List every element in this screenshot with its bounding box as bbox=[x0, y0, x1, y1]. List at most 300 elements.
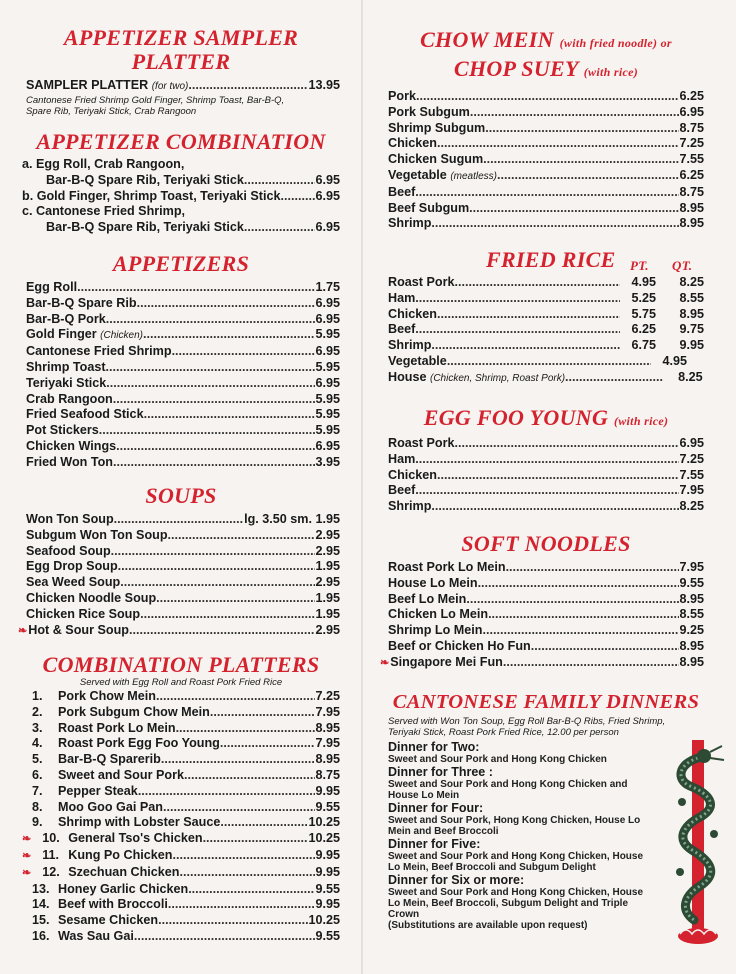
leader-dots bbox=[106, 376, 315, 392]
menu-item-name-wrap bbox=[388, 483, 415, 499]
leader-dots bbox=[503, 655, 680, 671]
chop-suey-title: CHOP SUEY bbox=[453, 56, 578, 81]
soft-noodle-row bbox=[388, 607, 704, 623]
combination-platter-row bbox=[22, 913, 340, 929]
leader-dots bbox=[482, 623, 679, 639]
combination-platter-row bbox=[22, 752, 340, 768]
menu-item-name-wrap bbox=[22, 189, 280, 205]
menu-item-price: 5.95 bbox=[315, 359, 340, 374]
leader-dots bbox=[506, 560, 680, 576]
menu-item-name-wrap bbox=[26, 512, 114, 528]
menu-item-name: Pot Stickers bbox=[26, 423, 99, 438]
appetizers-title: APPETIZERS bbox=[112, 251, 250, 276]
menu-item-name: Ham bbox=[388, 451, 416, 466]
menu-item-price: 10.25 bbox=[308, 913, 340, 928]
leader-dots bbox=[431, 338, 620, 354]
menu-item-name: Beef or Chicken Ho Fun bbox=[388, 638, 531, 653]
appetizer-row bbox=[26, 327, 340, 344]
soft-noodles-section bbox=[380, 531, 704, 672]
combo-line1: c. Cantonese Fried Shrimp, bbox=[22, 204, 186, 219]
egg-foo-young-row bbox=[388, 483, 704, 499]
menu-item-name: Roast Pork Egg Foo Young bbox=[58, 736, 220, 751]
menu-item-price: 5.95 bbox=[315, 327, 340, 342]
family-dinner-title: Dinner for Six or more: bbox=[388, 873, 525, 887]
leader-dots bbox=[415, 185, 679, 201]
leader-dots bbox=[180, 865, 316, 881]
menu-item-name-wrap bbox=[26, 280, 77, 296]
menu-item-name: Bar-B-Q Spare Rib, Teriyaki Stick bbox=[46, 220, 244, 235]
leader-dots bbox=[158, 913, 308, 929]
menu-item-name-wrap bbox=[388, 291, 415, 307]
combination-platter-row bbox=[22, 721, 340, 737]
family-dinner-item bbox=[388, 740, 656, 765]
menu-item-price: 8.75 bbox=[315, 767, 340, 782]
leader-dots bbox=[118, 559, 316, 575]
menu-item-name-wrap bbox=[388, 89, 416, 105]
menu-item-name-wrap bbox=[26, 607, 140, 623]
menu-item-name-wrap bbox=[388, 307, 437, 323]
menu-item-name: Chicken Sugum bbox=[388, 152, 484, 167]
combination-platter-row bbox=[22, 784, 340, 800]
leader-dots bbox=[137, 296, 316, 312]
family-dinner-item bbox=[388, 801, 656, 837]
menu-item-name-wrap bbox=[26, 575, 120, 591]
menu-item-name: Shrimp bbox=[388, 216, 432, 231]
soup-row bbox=[26, 575, 340, 591]
family-dinner-desc: Sweet and Sour Pork and Hong Kong Chicken bbox=[388, 754, 607, 765]
leader-dots bbox=[77, 280, 315, 296]
menu-item-name-wrap bbox=[388, 639, 531, 655]
menu-item-name: Bar-B-Q Spare Rib, Teriyaki Stick bbox=[46, 172, 244, 187]
menu-item-price: 1.75 bbox=[315, 280, 340, 294]
menu-item-name: Shrimp bbox=[388, 499, 432, 514]
menu-item-price: 8.95 bbox=[315, 720, 340, 735]
menu-item-name-wrap bbox=[22, 705, 210, 721]
menu-item-name-wrap bbox=[388, 136, 437, 152]
soup-row bbox=[26, 559, 340, 575]
menu-item-price: 9.25 bbox=[679, 623, 704, 638]
appetizer-row bbox=[26, 392, 340, 408]
leader-dots bbox=[431, 216, 679, 232]
leader-dots bbox=[99, 423, 316, 439]
leader-dots bbox=[116, 439, 315, 455]
leader-dots bbox=[184, 768, 316, 784]
menu-item-name-wrap bbox=[46, 220, 244, 236]
combination-platter-row bbox=[22, 882, 340, 898]
menu-item-price: 7.55 bbox=[679, 152, 704, 167]
menu-item-name-wrap bbox=[22, 831, 203, 848]
sampler-platter-row bbox=[22, 78, 340, 95]
leader-dots bbox=[466, 592, 679, 608]
leader-dots bbox=[497, 168, 679, 184]
menu-item-name-wrap bbox=[26, 591, 156, 607]
chow-mein-row bbox=[388, 216, 704, 232]
leader-dots bbox=[156, 591, 315, 607]
fried-rice-row bbox=[388, 338, 704, 354]
menu-item-name: Ham bbox=[388, 290, 416, 305]
menu-item-name-wrap bbox=[26, 439, 116, 455]
quart-price: 9.95 bbox=[679, 338, 704, 353]
menu-item-name-wrap bbox=[26, 559, 118, 575]
leader-dots bbox=[455, 436, 680, 452]
menu-item-name: Chicken Noodle Soup bbox=[26, 590, 157, 605]
item-number: 2. bbox=[32, 704, 43, 719]
menu-item-price: 8.75 bbox=[679, 120, 704, 135]
leader-dots bbox=[416, 89, 679, 105]
family-dinner-desc: Sweet and Sour Pork and Hong Kong Chicken, House Lo Mein, Beef Broccoli, Subgum Delight and Triple Crown bbox=[388, 887, 644, 920]
menu-item-name: Vegetable bbox=[388, 167, 447, 182]
family-dinner-title: Dinner for Two: bbox=[388, 740, 480, 754]
chow-mein-row bbox=[388, 105, 704, 121]
chow-mein-title: CHOW MEIN bbox=[420, 27, 554, 52]
menu-item-name: Egg Drop Soup bbox=[26, 559, 118, 574]
leader-dots bbox=[144, 407, 316, 423]
soft-noodle-row bbox=[388, 592, 704, 608]
appetizer-row bbox=[26, 296, 340, 312]
menu-item-name: Pork bbox=[388, 89, 416, 103]
menu-item-price: 9.95 bbox=[315, 864, 340, 879]
menu-item-name: Fried Seafood Stick bbox=[26, 407, 144, 422]
sampler-platter-name: SAMPLER PLATTER bbox=[26, 78, 149, 92]
item-number: 5. bbox=[32, 752, 43, 767]
leader-dots bbox=[455, 275, 621, 291]
menu-item-price: 9.55 bbox=[315, 799, 340, 814]
soups-list bbox=[18, 512, 340, 639]
chop-suey-subtitle: (with rice) bbox=[583, 65, 639, 79]
leader-dots bbox=[203, 831, 309, 847]
combo-row bbox=[22, 220, 340, 236]
leader-dots bbox=[447, 354, 651, 370]
menu-item-name: Roast Pork bbox=[388, 275, 455, 289]
menu-item-price: 6.95 bbox=[315, 344, 340, 359]
family-dinner-desc: Sweet and Sour Pork and Hong Kong Chicken, House Lo Mein, Beef Broccoli and Subgum Delight bbox=[388, 851, 644, 873]
combination-platters-title: COMBINATION PLATTERS bbox=[42, 652, 320, 677]
menu-item-price: 7.95 bbox=[679, 483, 704, 498]
egg-foo-young-section bbox=[388, 406, 704, 515]
quart-price: 8.25 bbox=[679, 275, 704, 289]
chow-mein-section bbox=[388, 28, 704, 232]
menu-item-name: Sea Weed Soup bbox=[26, 575, 121, 590]
item-number: 1. bbox=[32, 689, 43, 703]
chow-mein-row bbox=[388, 168, 704, 185]
menu-item-name: Chicken bbox=[388, 467, 437, 482]
leader-dots bbox=[188, 882, 315, 898]
pint-price: 6.75 bbox=[631, 338, 656, 353]
menu-item-name-wrap bbox=[388, 338, 431, 354]
menu-item-name: Beef bbox=[388, 483, 416, 498]
menu-item-name: Roast Pork Lo Mein bbox=[388, 560, 506, 574]
combination-platter-row bbox=[22, 831, 340, 848]
menu-item-name: Szechuan Chicken bbox=[68, 864, 180, 879]
leader-dots bbox=[415, 483, 679, 499]
combination-platter-row bbox=[22, 897, 340, 913]
item-number: 13. bbox=[32, 881, 50, 896]
menu-item-name: Kung Po Chicken bbox=[68, 847, 173, 862]
menu-item-price: 7.55 bbox=[679, 467, 704, 482]
combination-platter-row bbox=[22, 865, 340, 882]
leader-dots bbox=[415, 291, 620, 307]
menu-item-name-wrap bbox=[26, 528, 168, 544]
leader-dots bbox=[488, 607, 679, 623]
menu-item-name: General Tso's Chicken bbox=[68, 831, 203, 846]
leader-dots bbox=[113, 392, 316, 408]
menu-item-price: 9.95 bbox=[315, 783, 340, 798]
fried-rice-row bbox=[388, 291, 704, 307]
soft-noodle-row bbox=[380, 655, 704, 672]
menu-item-name: b. Gold Finger, Shrimp Toast, Teriyaki Stick bbox=[22, 188, 281, 203]
menu-item-price: 7.95 bbox=[315, 704, 340, 719]
appetizer-combination-title: APPETIZER COMBINATION bbox=[36, 129, 326, 154]
menu-item-price: 9.95 bbox=[315, 847, 340, 862]
item-number: 12. bbox=[42, 864, 60, 879]
combination-platter-row bbox=[22, 800, 340, 816]
leader-dots bbox=[163, 800, 316, 816]
menu-item-price: 8.95 bbox=[679, 200, 704, 215]
chow-mein-row bbox=[388, 136, 704, 152]
menu-item-price: 1.95 bbox=[315, 606, 340, 621]
menu-item-name-wrap bbox=[22, 897, 168, 913]
family-dinners-footer: (Substitutions are available upon request) bbox=[388, 920, 588, 931]
menu-item-name: Shrimp with Lobster Sauce bbox=[58, 815, 221, 830]
menu-item-name: Roast Pork Lo Mein bbox=[58, 720, 176, 735]
item-number: 11. bbox=[42, 847, 60, 862]
leader-dots bbox=[431, 499, 679, 515]
menu-item-price: 8.95 bbox=[315, 752, 340, 767]
menu-item-price: 7.25 bbox=[679, 451, 704, 466]
menu-item-name: Was Sau Gai bbox=[58, 928, 134, 943]
leader-dots bbox=[469, 201, 679, 217]
sampler-platter-price: 13.95 bbox=[308, 78, 340, 92]
page-fold bbox=[361, 0, 363, 974]
soups-section bbox=[18, 483, 340, 639]
menu-item-name-wrap bbox=[388, 121, 485, 137]
leader-dots bbox=[172, 848, 315, 864]
menu-item-price: 9.95 bbox=[315, 897, 340, 912]
leader-dots bbox=[113, 455, 316, 471]
egg-foo-young-row bbox=[388, 436, 704, 452]
menu-item-price: 9.55 bbox=[679, 575, 704, 590]
menu-item-name-wrap bbox=[22, 752, 161, 768]
menu-item-name: Chicken Rice Soup bbox=[26, 606, 141, 621]
qt-label: QT. bbox=[672, 258, 693, 273]
fried-rice-list bbox=[388, 275, 704, 387]
combination-platter-row bbox=[22, 768, 340, 784]
combination-platter-row bbox=[22, 929, 340, 945]
menu-item-name: Chicken Wings bbox=[26, 438, 117, 453]
leader-dots bbox=[111, 544, 316, 560]
combination-platters-subtitle: Served with Egg Roll and Roast Pork Fried Rice bbox=[79, 677, 283, 688]
menu-item-name-wrap bbox=[388, 370, 565, 387]
menu-item-price: 8.95 bbox=[679, 591, 704, 606]
menu-item-name: Shrimp Lo Mein bbox=[388, 623, 483, 638]
family-dinner-title: Dinner for Five: bbox=[388, 837, 481, 851]
menu-item-name-wrap bbox=[388, 105, 470, 121]
leader-dots bbox=[244, 220, 316, 236]
sampler-platter-note: (for two) bbox=[151, 81, 189, 92]
menu-item-price: 10.25 bbox=[308, 815, 340, 830]
soup-row bbox=[26, 607, 340, 623]
item-number: 7. bbox=[32, 783, 43, 798]
menu-item-price: lg. 3.50 sm. 1.95 bbox=[244, 512, 340, 526]
fried-rice-row bbox=[388, 354, 704, 370]
menu-item-price: 9.55 bbox=[315, 881, 340, 896]
menu-item-price: 6.95 bbox=[315, 172, 340, 187]
menu-item-name-wrap bbox=[22, 882, 188, 898]
fried-rice-row bbox=[388, 307, 704, 323]
fried-rice-row bbox=[388, 370, 704, 387]
menu-item-name: Pork Chow Mein bbox=[58, 689, 156, 703]
menu-item-name-wrap bbox=[388, 499, 431, 515]
menu-item-name-wrap bbox=[22, 913, 158, 929]
menu-item-price: 1.95 bbox=[315, 559, 340, 574]
soft-noodles-list bbox=[380, 560, 704, 672]
menu-item-price: 2.95 bbox=[315, 622, 340, 637]
menu-item-price: 1.95 bbox=[315, 590, 340, 605]
menu-item-name: Crab Rangoon bbox=[26, 391, 113, 406]
leader-dots bbox=[138, 784, 316, 800]
menu-item-name: Chicken Lo Mein bbox=[388, 607, 489, 622]
appetizer-row bbox=[26, 344, 340, 360]
soft-noodle-row bbox=[388, 560, 704, 576]
leader-dots bbox=[415, 322, 620, 338]
menu-item-name-wrap bbox=[388, 576, 478, 592]
appetizer-row bbox=[26, 439, 340, 455]
menu-item-name: Sweet and Sour Pork bbox=[58, 767, 184, 782]
pepper-icon: ❧ bbox=[22, 849, 32, 862]
menu-item-name: Vegetable bbox=[388, 353, 447, 368]
menu-item-name-wrap bbox=[388, 275, 455, 291]
leader-dots bbox=[470, 105, 680, 121]
menu-item-price: 8.95 bbox=[679, 638, 704, 653]
leader-dots bbox=[483, 152, 679, 168]
leader-dots bbox=[156, 689, 316, 705]
menu-item-name-wrap bbox=[22, 721, 176, 737]
soups-title: SOUPS bbox=[145, 483, 217, 508]
menu-item-name: Hot & Sour Soup bbox=[28, 622, 129, 637]
menu-item-name-wrap bbox=[388, 592, 466, 608]
item-number: 6. bbox=[32, 767, 43, 782]
menu-item-price: 8.55 bbox=[679, 607, 704, 622]
menu-item-price: 8.75 bbox=[679, 184, 704, 199]
item-number: 10. bbox=[42, 831, 60, 846]
menu-item-price: 6.25 bbox=[679, 167, 704, 182]
menu-item-name-wrap bbox=[26, 423, 99, 439]
family-dinner-desc: Sweet and Sour Pork, Hong Kong Chicken, House Lo Mein and Beef Broccoli bbox=[388, 815, 641, 837]
appetizer-row bbox=[26, 407, 340, 423]
pint-price: 6.25 bbox=[631, 322, 656, 337]
menu-item-name: Cantonese Fried Shrimp bbox=[26, 344, 172, 359]
family-dinner-item bbox=[388, 837, 656, 873]
egg-foo-young-title: EGG FOO YOUNG bbox=[423, 405, 609, 430]
combination-platters-list bbox=[22, 689, 340, 945]
menu-item-name: Moo Goo Gai Pan bbox=[58, 799, 163, 814]
menu-item-name-wrap bbox=[388, 322, 415, 338]
item-number: 14. bbox=[32, 897, 50, 912]
menu-item-name-wrap bbox=[22, 768, 184, 784]
menu-item-name: Bar-B-Q Sparerib bbox=[58, 752, 161, 767]
appetizers-list bbox=[22, 280, 340, 471]
menu-item-name-wrap bbox=[22, 929, 134, 945]
soup-row bbox=[26, 544, 340, 560]
menu-item-name: Sesame Chicken bbox=[58, 913, 159, 928]
menu-item-name: Shrimp Subgum bbox=[388, 120, 486, 135]
leader-dots bbox=[478, 576, 680, 592]
egg-foo-young-subtitle: (with rice) bbox=[613, 414, 669, 428]
menu-item-price: 6.95 bbox=[679, 104, 704, 119]
pint-price: 4.95 bbox=[662, 353, 688, 368]
combination-platter-row bbox=[22, 689, 340, 705]
menu-item-name: Fried Won Ton bbox=[26, 454, 113, 469]
menu-item-note: (Chicken, Shrimp, Roast Pork) bbox=[430, 372, 566, 384]
fried-rice-title: FRIED RICE bbox=[486, 247, 616, 272]
appetizer-row bbox=[26, 312, 340, 328]
menu-item-name: Shrimp Toast bbox=[26, 359, 106, 374]
menu-item-name: Gold Finger bbox=[26, 327, 97, 342]
item-number: 16. bbox=[32, 928, 50, 943]
family-dinners-list bbox=[388, 740, 656, 920]
leader-dots bbox=[415, 452, 679, 468]
leader-dots bbox=[437, 468, 679, 484]
soup-row bbox=[18, 623, 340, 640]
quart-price: 8.95 bbox=[679, 306, 704, 321]
menu-item-name-wrap bbox=[26, 296, 137, 312]
combination-platter-row bbox=[22, 815, 340, 831]
item-number: 9. bbox=[32, 815, 43, 830]
leader-dots bbox=[176, 721, 316, 737]
menu-item-name-wrap bbox=[388, 560, 506, 576]
family-dinners-subtitle: Served with Won Ton Soup, Egg Roll Bar-B-Q Ribs, Fried Shrimp, Teriyaki Stick, Roast Pork Fried Rice, 12.00 per person bbox=[388, 716, 666, 738]
leader-dots bbox=[280, 189, 315, 205]
leader-dots bbox=[565, 370, 663, 386]
quart-price: 9.75 bbox=[679, 322, 704, 337]
menu-item-name-wrap bbox=[388, 468, 437, 484]
leader-dots bbox=[161, 752, 316, 768]
soft-noodle-row bbox=[388, 623, 704, 639]
soft-noodle-row bbox=[388, 639, 704, 655]
menu-item-name: Teriyaki Stick bbox=[26, 375, 107, 390]
pint-price: 4.95 bbox=[631, 275, 656, 289]
menu-item-price: 6.95 bbox=[315, 220, 340, 235]
item-number: 3. bbox=[32, 720, 43, 735]
family-dinner-title: Dinner for Three : bbox=[388, 765, 493, 779]
leader-dots bbox=[106, 312, 316, 328]
appetizer-combination-section bbox=[22, 130, 340, 236]
pint-price: 5.75 bbox=[631, 306, 656, 321]
menu-item-name-wrap bbox=[388, 201, 469, 217]
menu-item-name: House Lo Mein bbox=[388, 575, 478, 590]
fried-rice-section bbox=[388, 248, 704, 387]
family-dinner-desc: Sweet and Sour Pork and Hong Kong Chicken and House Lo Mein bbox=[388, 779, 628, 801]
egg-foo-young-row bbox=[388, 452, 704, 468]
menu-item-price: 5.95 bbox=[315, 423, 340, 438]
chow-mein-row bbox=[388, 185, 704, 201]
menu-item-price: 7.25 bbox=[679, 136, 704, 151]
chow-mein-list bbox=[388, 89, 704, 232]
menu-item-price: 5.95 bbox=[315, 391, 340, 406]
menu-item-name-wrap bbox=[26, 344, 172, 360]
pepper-icon: ❧ bbox=[380, 656, 390, 669]
menu-item-price: 2.95 bbox=[315, 575, 340, 590]
menu-item-name: Honey Garlic Chicken bbox=[58, 881, 189, 896]
menu-item-price: 7.95 bbox=[315, 736, 340, 751]
menu-item-name: Singapore Mei Fun bbox=[390, 654, 503, 669]
egg-foo-young-list bbox=[388, 436, 704, 515]
quart-price: 8.25 bbox=[678, 369, 703, 384]
soft-noodle-row bbox=[388, 576, 704, 592]
menu-item-name-wrap bbox=[26, 392, 113, 408]
menu-item-name: Beef with Broccoli bbox=[58, 897, 168, 912]
menu-item-name: House bbox=[388, 369, 427, 384]
